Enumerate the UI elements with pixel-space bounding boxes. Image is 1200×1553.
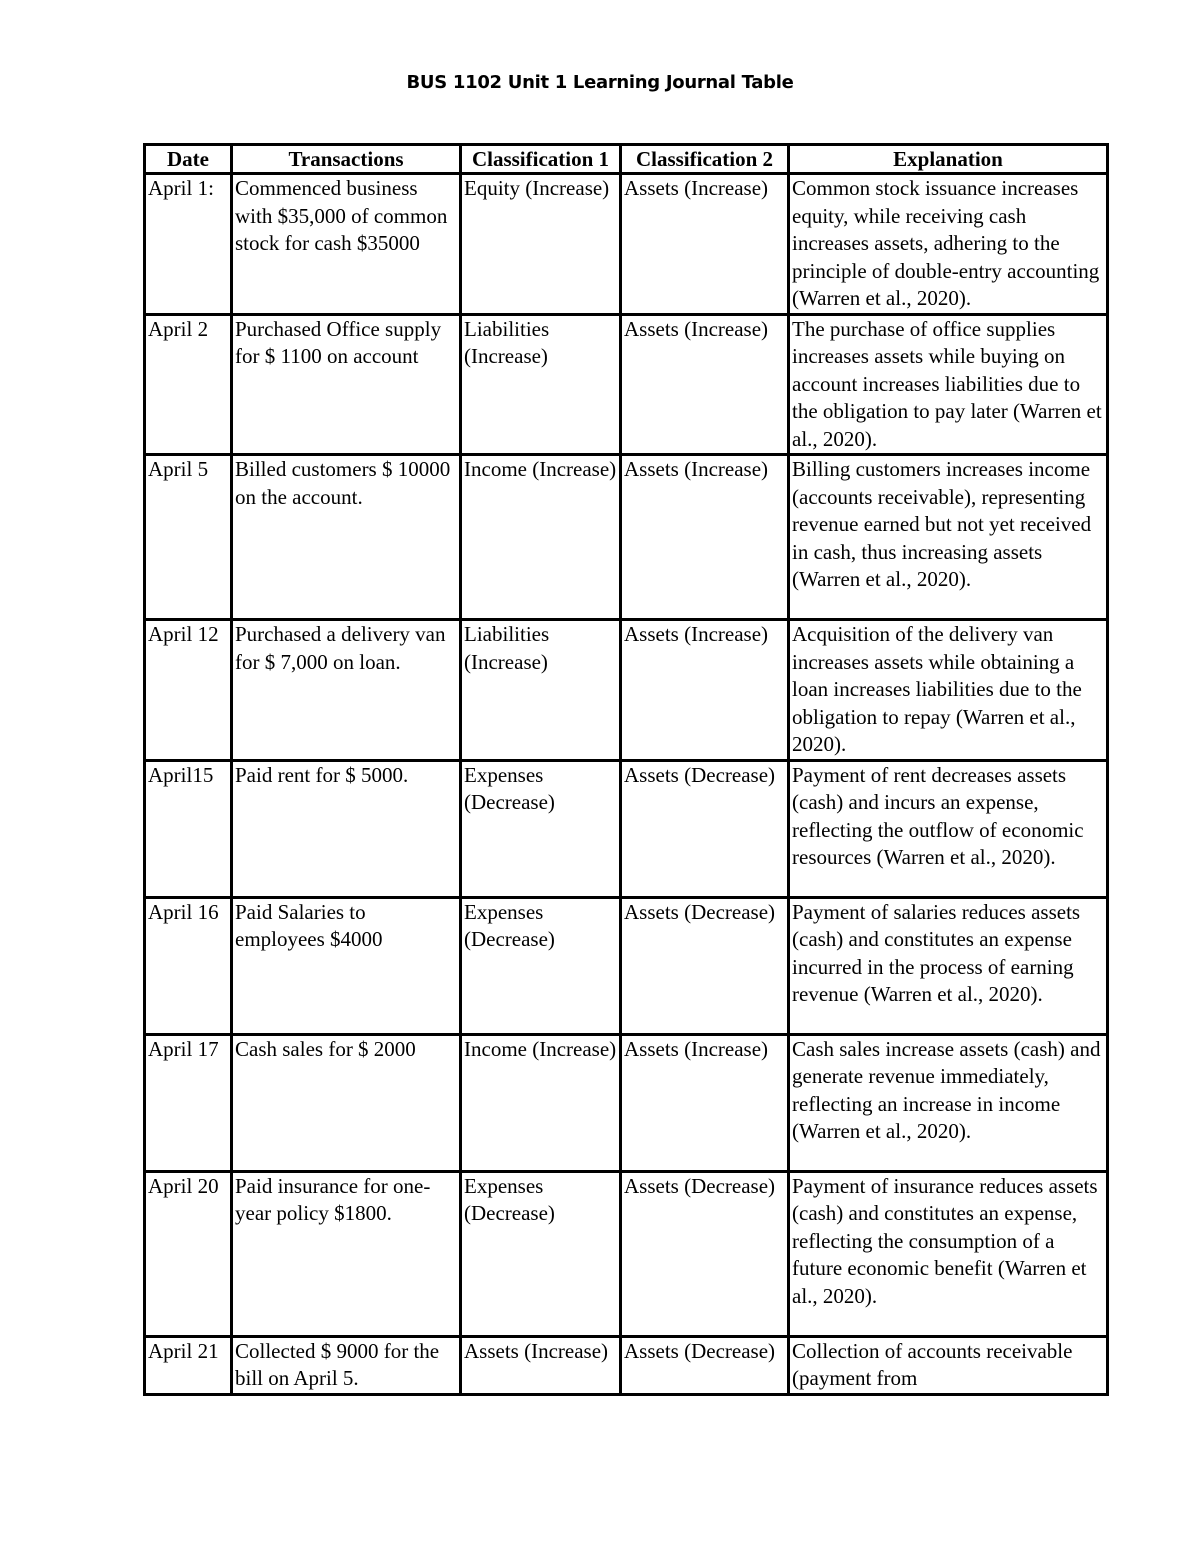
cell-explanation: Payment of insurance reduces assets (cash) and constitutes an expense, reflecting the consumption of a future economic benefit (Warren et al., 2020). <box>789 1171 1108 1336</box>
table-row <box>145 1336 1108 1394</box>
table-row <box>145 760 1108 897</box>
cell-explanation: Common stock issuance increases equity, while receiving cash increases assets, adhering to the principle of double-entry accounting (Warren et al., 2020). <box>789 174 1108 315</box>
cell-date: April 17 <box>145 1034 232 1171</box>
table-row <box>145 174 1108 315</box>
cell-classification-2: Assets (Decrease) <box>621 897 789 1034</box>
table-row <box>145 620 1108 761</box>
cell-classification-1: Expenses (Decrease) <box>461 897 621 1034</box>
cell-date: April 12 <box>145 620 232 761</box>
table-row <box>145 1171 1108 1336</box>
cell-explanation: Payment of salaries reduces assets (cash) and constitutes an expense incurred in the process of earning revenue (Warren et al., 2020). <box>789 897 1108 1034</box>
cell-date: April15 <box>145 760 232 897</box>
cell-transaction: Purchased a delivery van for $ 7,000 on loan. <box>232 620 461 761</box>
cell-classification-1: Equity (Increase) <box>461 174 621 315</box>
cell-explanation: Payment of rent decreases assets (cash) and incurs an expense, reflecting the outflow of economic resources (Warren et al., 2020). <box>789 760 1108 897</box>
cell-classification-1: Liabilities (Increase) <box>461 314 621 455</box>
cell-classification-2: Assets (Decrease) <box>621 1336 789 1394</box>
cell-date: April 21 <box>145 1336 232 1394</box>
cell-transaction: Purchased Office supply for $ 1100 on account <box>232 314 461 455</box>
cell-classification-2: Assets (Increase) <box>621 314 789 455</box>
cell-explanation: Acquisition of the delivery van increases assets while obtaining a loan increases liabilities due to the obligation to repay (Warren et al., 2020). <box>789 620 1108 761</box>
cell-classification-1: Expenses (Decrease) <box>461 1171 621 1336</box>
cell-date: April 1: <box>145 174 232 315</box>
cell-classification-2: Assets (Decrease) <box>621 1171 789 1336</box>
table-header-row <box>145 145 1108 174</box>
cell-explanation: The purchase of office supplies increases assets while buying on account increases liabilities due to the obligation to pay later (Warren et al., 2020). <box>789 314 1108 455</box>
cell-classification-1: Assets (Increase) <box>461 1336 621 1394</box>
cell-date: April 20 <box>145 1171 232 1336</box>
cell-transaction: Collected $ 9000 for the bill on April 5. <box>232 1336 461 1394</box>
table-row <box>145 455 1108 620</box>
document-title: BUS 1102 Unit 1 Learning Journal Table <box>406 72 794 93</box>
cell-transaction: Paid rent for $ 5000. <box>232 760 461 897</box>
cell-classification-2: Assets (Decrease) <box>621 760 789 897</box>
table-row <box>145 1034 1108 1171</box>
cell-classification-1: Liabilities (Increase) <box>461 620 621 761</box>
header-date: Date <box>145 145 232 174</box>
table-row <box>145 314 1108 455</box>
cell-classification-1: Income (Increase) <box>461 455 621 620</box>
cell-classification-2: Assets (Increase) <box>621 620 789 761</box>
cell-explanation: Cash sales increase assets (cash) and generate revenue immediately, reflecting an increase in income (Warren et al., 2020). <box>789 1034 1108 1171</box>
cell-classification-2: Assets (Increase) <box>621 174 789 315</box>
cell-date: April 16 <box>145 897 232 1034</box>
cell-transaction: Billed customers $ 10000 on the account. <box>232 455 461 620</box>
header-classification-2: Classification 2 <box>621 145 789 174</box>
cell-transaction: Cash sales for $ 2000 <box>232 1034 461 1171</box>
cell-classification-1: Income (Increase) <box>461 1034 621 1171</box>
cell-explanation: Collection of accounts receivable (payment from <box>789 1336 1108 1394</box>
header-explanation: Explanation <box>789 145 1108 174</box>
cell-explanation: Billing customers increases income (accounts receivable), representing revenue earned but not yet received in cash, thus increasing assets (Warren et al., 2020). <box>789 455 1108 620</box>
learning-journal-table <box>143 143 1109 1396</box>
header-transactions: Transactions <box>232 145 461 174</box>
table-row <box>145 897 1108 1034</box>
cell-classification-2: Assets (Increase) <box>621 1034 789 1171</box>
header-classification-1: Classification 1 <box>461 145 621 174</box>
cell-date: April 2 <box>145 314 232 455</box>
cell-transaction: Paid Salaries to employees $4000 <box>232 897 461 1034</box>
cell-transaction: Paid insurance for one-year policy $1800. <box>232 1171 461 1336</box>
cell-date: April 5 <box>145 455 232 620</box>
cell-classification-1: Expenses (Decrease) <box>461 760 621 897</box>
cell-transaction: Commenced business with $35,000 of common stock for cash $35000 <box>232 174 461 315</box>
cell-classification-2: Assets (Increase) <box>621 455 789 620</box>
